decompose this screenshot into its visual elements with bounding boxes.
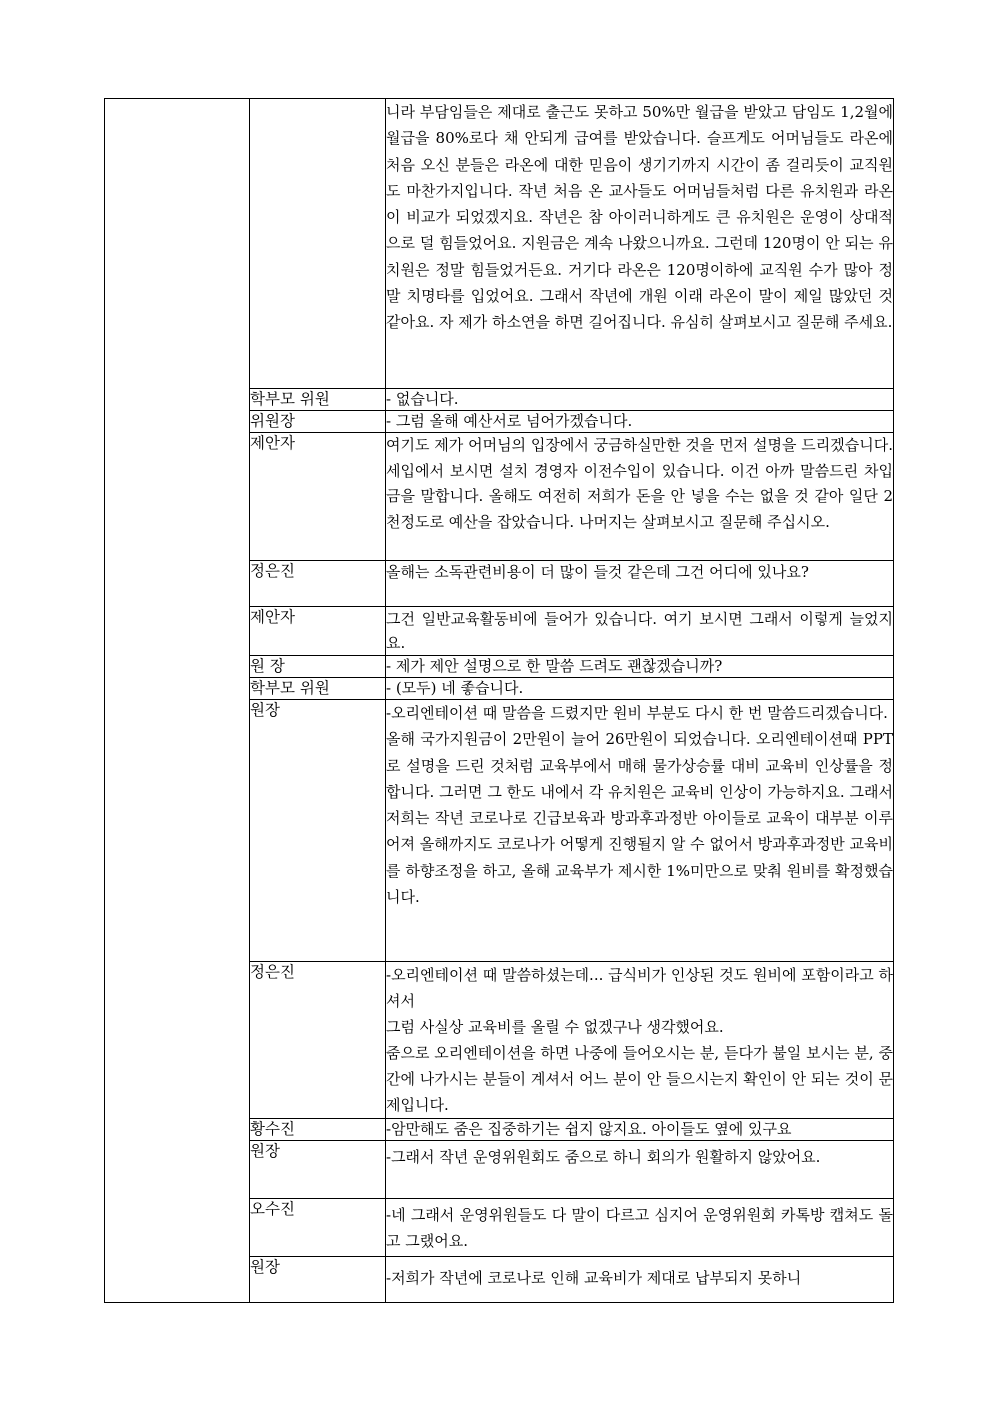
- speaker-cell: 오수진: [250, 1199, 386, 1257]
- statement-cell: 그건 일반교육활동비에 들어가 있습니다. 여기 보시면 그래서 이렇게 늘었지요.: [386, 607, 894, 656]
- statement-cell: - 그럼 올해 예산서로 넘어가겠습니다.: [386, 411, 894, 433]
- speaker-cell: 학부모 위원: [250, 389, 386, 411]
- speaker-cell: 황수진: [250, 1119, 386, 1141]
- speaker-cell: 학부모 위원: [250, 678, 386, 700]
- statement-cell: [386, 962, 894, 1119]
- speaker-cell: 원 장: [250, 656, 386, 678]
- statement-cell: - (모두) 네 좋습니다.: [386, 678, 894, 700]
- statement-cell: -네 그래서 운영위원들도 다 말이 다르고 심지어 운영위원회 카톡방 캡쳐도 돌고 그랬어요.: [386, 1199, 894, 1257]
- paragraph: 그럼 사실상 교육비를 올릴 수 없겠구나 생각했어요.: [386, 1018, 724, 1036]
- statement-cell: -그래서 작년 운영위원회도 줌으로 하니 회의가 원활하지 않았어요.: [386, 1141, 894, 1199]
- statement-cell: - 제가 제안 설명으로 한 말씀 드려도 괜찮겠습니까?: [386, 656, 894, 678]
- section-column: [105, 99, 250, 1303]
- paragraph: -오리엔테이션 때 말씀하셨는데... 급식비가 인상된 것도 원비에 포함이라고 하셔서: [386, 966, 893, 1010]
- speaker-cell: 원장: [250, 1257, 386, 1303]
- statement-cell: -저희가 작년에 코로나로 인해 교육비가 제대로 납부되지 못하니: [386, 1257, 894, 1303]
- speaker-cell: 원장: [250, 1141, 386, 1199]
- statement-cell: 니라 부담임들은 제대로 출근도 못하고 50%만 월급을 받았고 담임도 1,2월에 월급을 80%로다 채 안되게 급여를 받았습니다. 슬프게도 어머님들도 라온에 처음 오신 분들은 라온에 대한 믿음이 생기기까지 시간이 좀 걸리듯이 교직원도 마찬가지입니다. 작년 처음 온 교사들도 어머님들처럼 다른 유치원과 라온이 비교가 되었겠지요. 작년은 참 아이러니하게도 큰 유치원은 운영이 상대적으로 덜 힘들었어요. 지원금은 계속 나왔으니까요. 그런데 120명이 안 되는 유치원은 정말 힘들었거든요. 거기다 라온은 120명이하에 교직원 수가 많아 정말 치명타를 입었어요. 그래서 작년에 개원 이래 라온이 말이 제일 많았던 것 같아요. 자 제가 하소연을 하면 길어집니다. 유심히 살펴보시고 질문해 주세요.: [386, 99, 894, 389]
- speaker-cell: 원장: [250, 700, 386, 962]
- speaker-cell: 정은진: [250, 962, 386, 1119]
- statement-cell: -암만해도 줌은 집중하기는 쉽지 않지요. 아이들도 옆에 있구요: [386, 1119, 894, 1141]
- table-row: [105, 99, 894, 389]
- paragraph: 줌으로 오리엔테이션을 하면 나중에 들어오시는 분, 듣다가 불일 보시는 분, 중간에 나가시는 분들이 계셔서 어느 분이 안 들으시는지 확인이 안 되는 것이 문제입니다.: [386, 1044, 893, 1114]
- speaker-cell: [250, 99, 386, 389]
- statement-cell: 올해는 소독관련비용이 더 많이 들것 같은데 그건 어디에 있나요?: [386, 561, 894, 607]
- speaker-cell: 정은진: [250, 561, 386, 607]
- speaker-cell: 제안자: [250, 433, 386, 561]
- statement-cell: [386, 700, 894, 962]
- paragraph: 올해 국가지원금이 2만원이 늘어 26만원이 되었습니다. 오리엔테이션때 PPT로 설명을 드린 것처럼 교육부에서 매해 물가상승률 대비 교육비 인상률을 정합니다. 그러면 그 한도 내에서 각 유치원은 교육비 인상이 가능하지요. 그래서 저희는 작년 코로나로 긴급보육과 방과후과정반 아이들로 교육이 대부분 이루어져 올해까지도 코로나가 어떻게 진행될지 알 수 없어서 방과후과정반 교육비를 하향조정을 하고, 올해 교육부가 제시한 1%미만으로 맞춰 원비를 확정했습니다.: [386, 730, 893, 907]
- meeting-minutes-table: [104, 98, 894, 1303]
- speaker-cell: 위원장: [250, 411, 386, 433]
- paragraph: -오리엔테이션 때 말씀을 드렸지만 원비 부분도 다시 한 번 말씀드리겠습니다.: [386, 704, 888, 722]
- statement-cell: - 없습니다.: [386, 389, 894, 411]
- speaker-cell: 제안자: [250, 607, 386, 656]
- statement-cell: 여기도 제가 어머님의 입장에서 궁금하실만한 것을 먼저 설명을 드리겠습니다. 세입에서 보시면 설치 경영자 이전수입이 있습니다. 이건 아까 말씀드린 차입금을 말합니다. 올해도 여전히 저희가 돈을 안 넣을 수는 없을 것 같아 일단 2천정도로 예산을 잡았습니다. 나머지는 살펴보시고 질문해 주십시오.: [386, 433, 894, 561]
